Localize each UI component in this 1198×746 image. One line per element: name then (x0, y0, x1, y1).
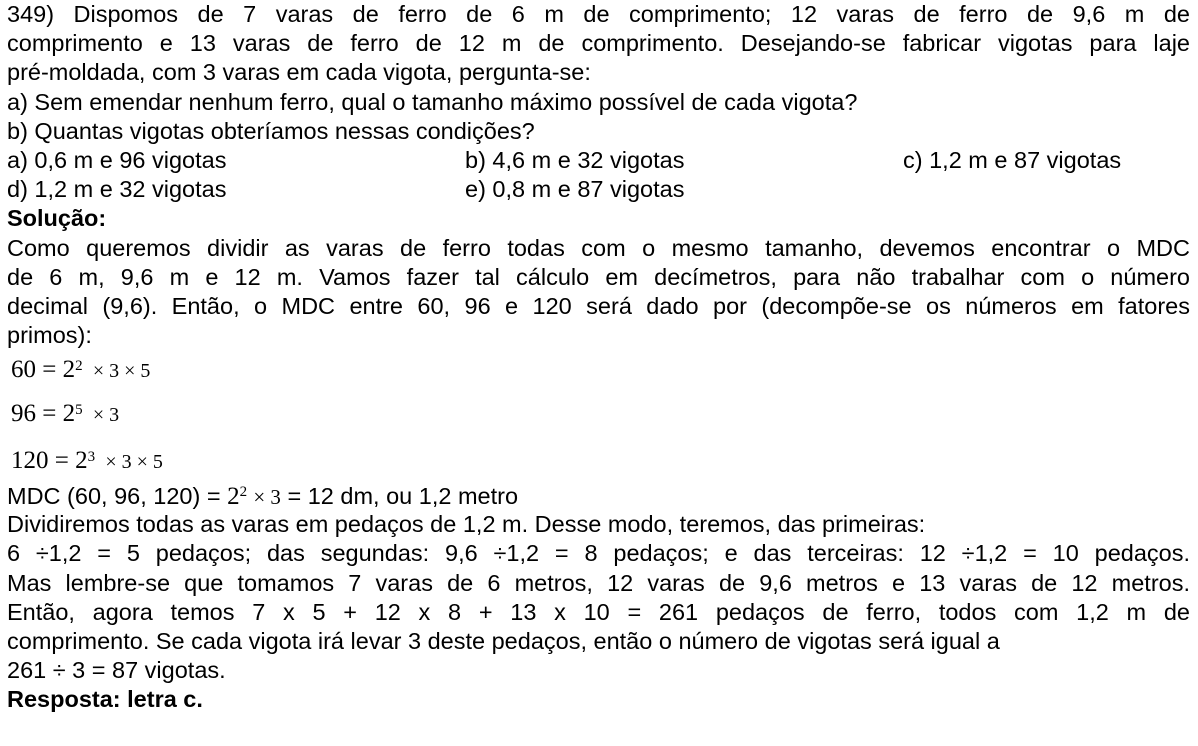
conclusion-line-6: 261 ÷ 3 = 87 vigotas. (7, 657, 226, 684)
document-page (7, 0, 1190, 715)
solution-line-2: de 6 m, 9,6 m e 12 m. Vamos fazer tal cálculo em decímetros, para não trabalhar com o número (7, 263, 1190, 290)
conclusion-line-3: Mas lembre-se que tomamos 7 varas de 6 metros, 12 varas de 9,6 metros e 13 varas de 12 metros. (7, 569, 1190, 596)
option-d: d) 1,2 m e 32 vigotas (7, 176, 227, 203)
option-a: a) 0,6 m e 96 vigotas (7, 146, 227, 173)
solution-line-3: decimal (9,6). Então, o MDC entre 60, 96 e 120 será dado por (decompõe-se os números em fatores (7, 292, 1190, 319)
solution-heading: Solução: (7, 205, 107, 232)
factorization-60: $60 = 2^2 \times 3 \times 5$ (11, 356, 151, 384)
mdc-result: MDC (60, 96, $120) = 2^2 \times 3 = 12$ dm, ou 1,2 metro (7, 483, 519, 511)
solution-line-4: primos): (7, 322, 92, 349)
option-b: b) 4,6 m e 32 vigotas (465, 146, 685, 173)
conclusion-line-2: 6 ÷1,2 = 5 pedaços; das segundas: 9,6 ÷1,2 = 8 pedaços; e das terceiras: 12 ÷1,2 = 10 pedaços. (7, 540, 1190, 567)
conclusion-line-5: comprimento. Se cada vigota irá levar 3 deste pedaços, então o número de vigotas será igual a (7, 628, 1000, 654)
solution-line-1: Como queremos dividir as varas de ferro todas com o mesmo tamanho, devemos encontrar o MDC (7, 234, 1190, 261)
options-row-2 (7, 175, 1190, 204)
question-item-a: a) Sem emendar nenhum ferro, qual o tamanho máximo possível de cada vigota? (7, 88, 858, 115)
conclusion-line-4: Então, agora temos 7 x 5 + 12 x 8 + 13 x 10 = 261 pedaços de ferro, todos com 1,2 m de (7, 598, 1190, 625)
answer: Resposta: letra c. (7, 686, 203, 713)
conclusion-line-1: Dividiremos todas as varas em pedaços de 1,2 m. Desse modo, teremos, das primeiras: (7, 511, 926, 538)
option-e: e) 0,8 m e 87 vigotas (465, 176, 685, 203)
factorization-120: $120 = 2^3 \times 3 \times 5$ (11, 447, 163, 475)
options-row-1 (7, 146, 1190, 175)
question-line-1: 349) Dispomos de 7 varas de ferro de 6 m de comprimento; 12 varas de ferro de 9,6 m de (7, 1, 1190, 27)
factorization-96: $96 = 2^5 \times 3$ (11, 400, 120, 428)
question-line-3: pré-moldada, com 3 varas em cada vigota, pergunta-se: (7, 59, 591, 86)
question-line-2: comprimento e 13 varas de ferro de 12 m de comprimento. Desejando-se fabricar vigotas para laje (7, 30, 1190, 57)
question-item-b: b) Quantas vigotas obteríamos nessas condições? (7, 117, 535, 144)
option-c: c) 1,2 m e 87 vigotas (903, 146, 1122, 173)
